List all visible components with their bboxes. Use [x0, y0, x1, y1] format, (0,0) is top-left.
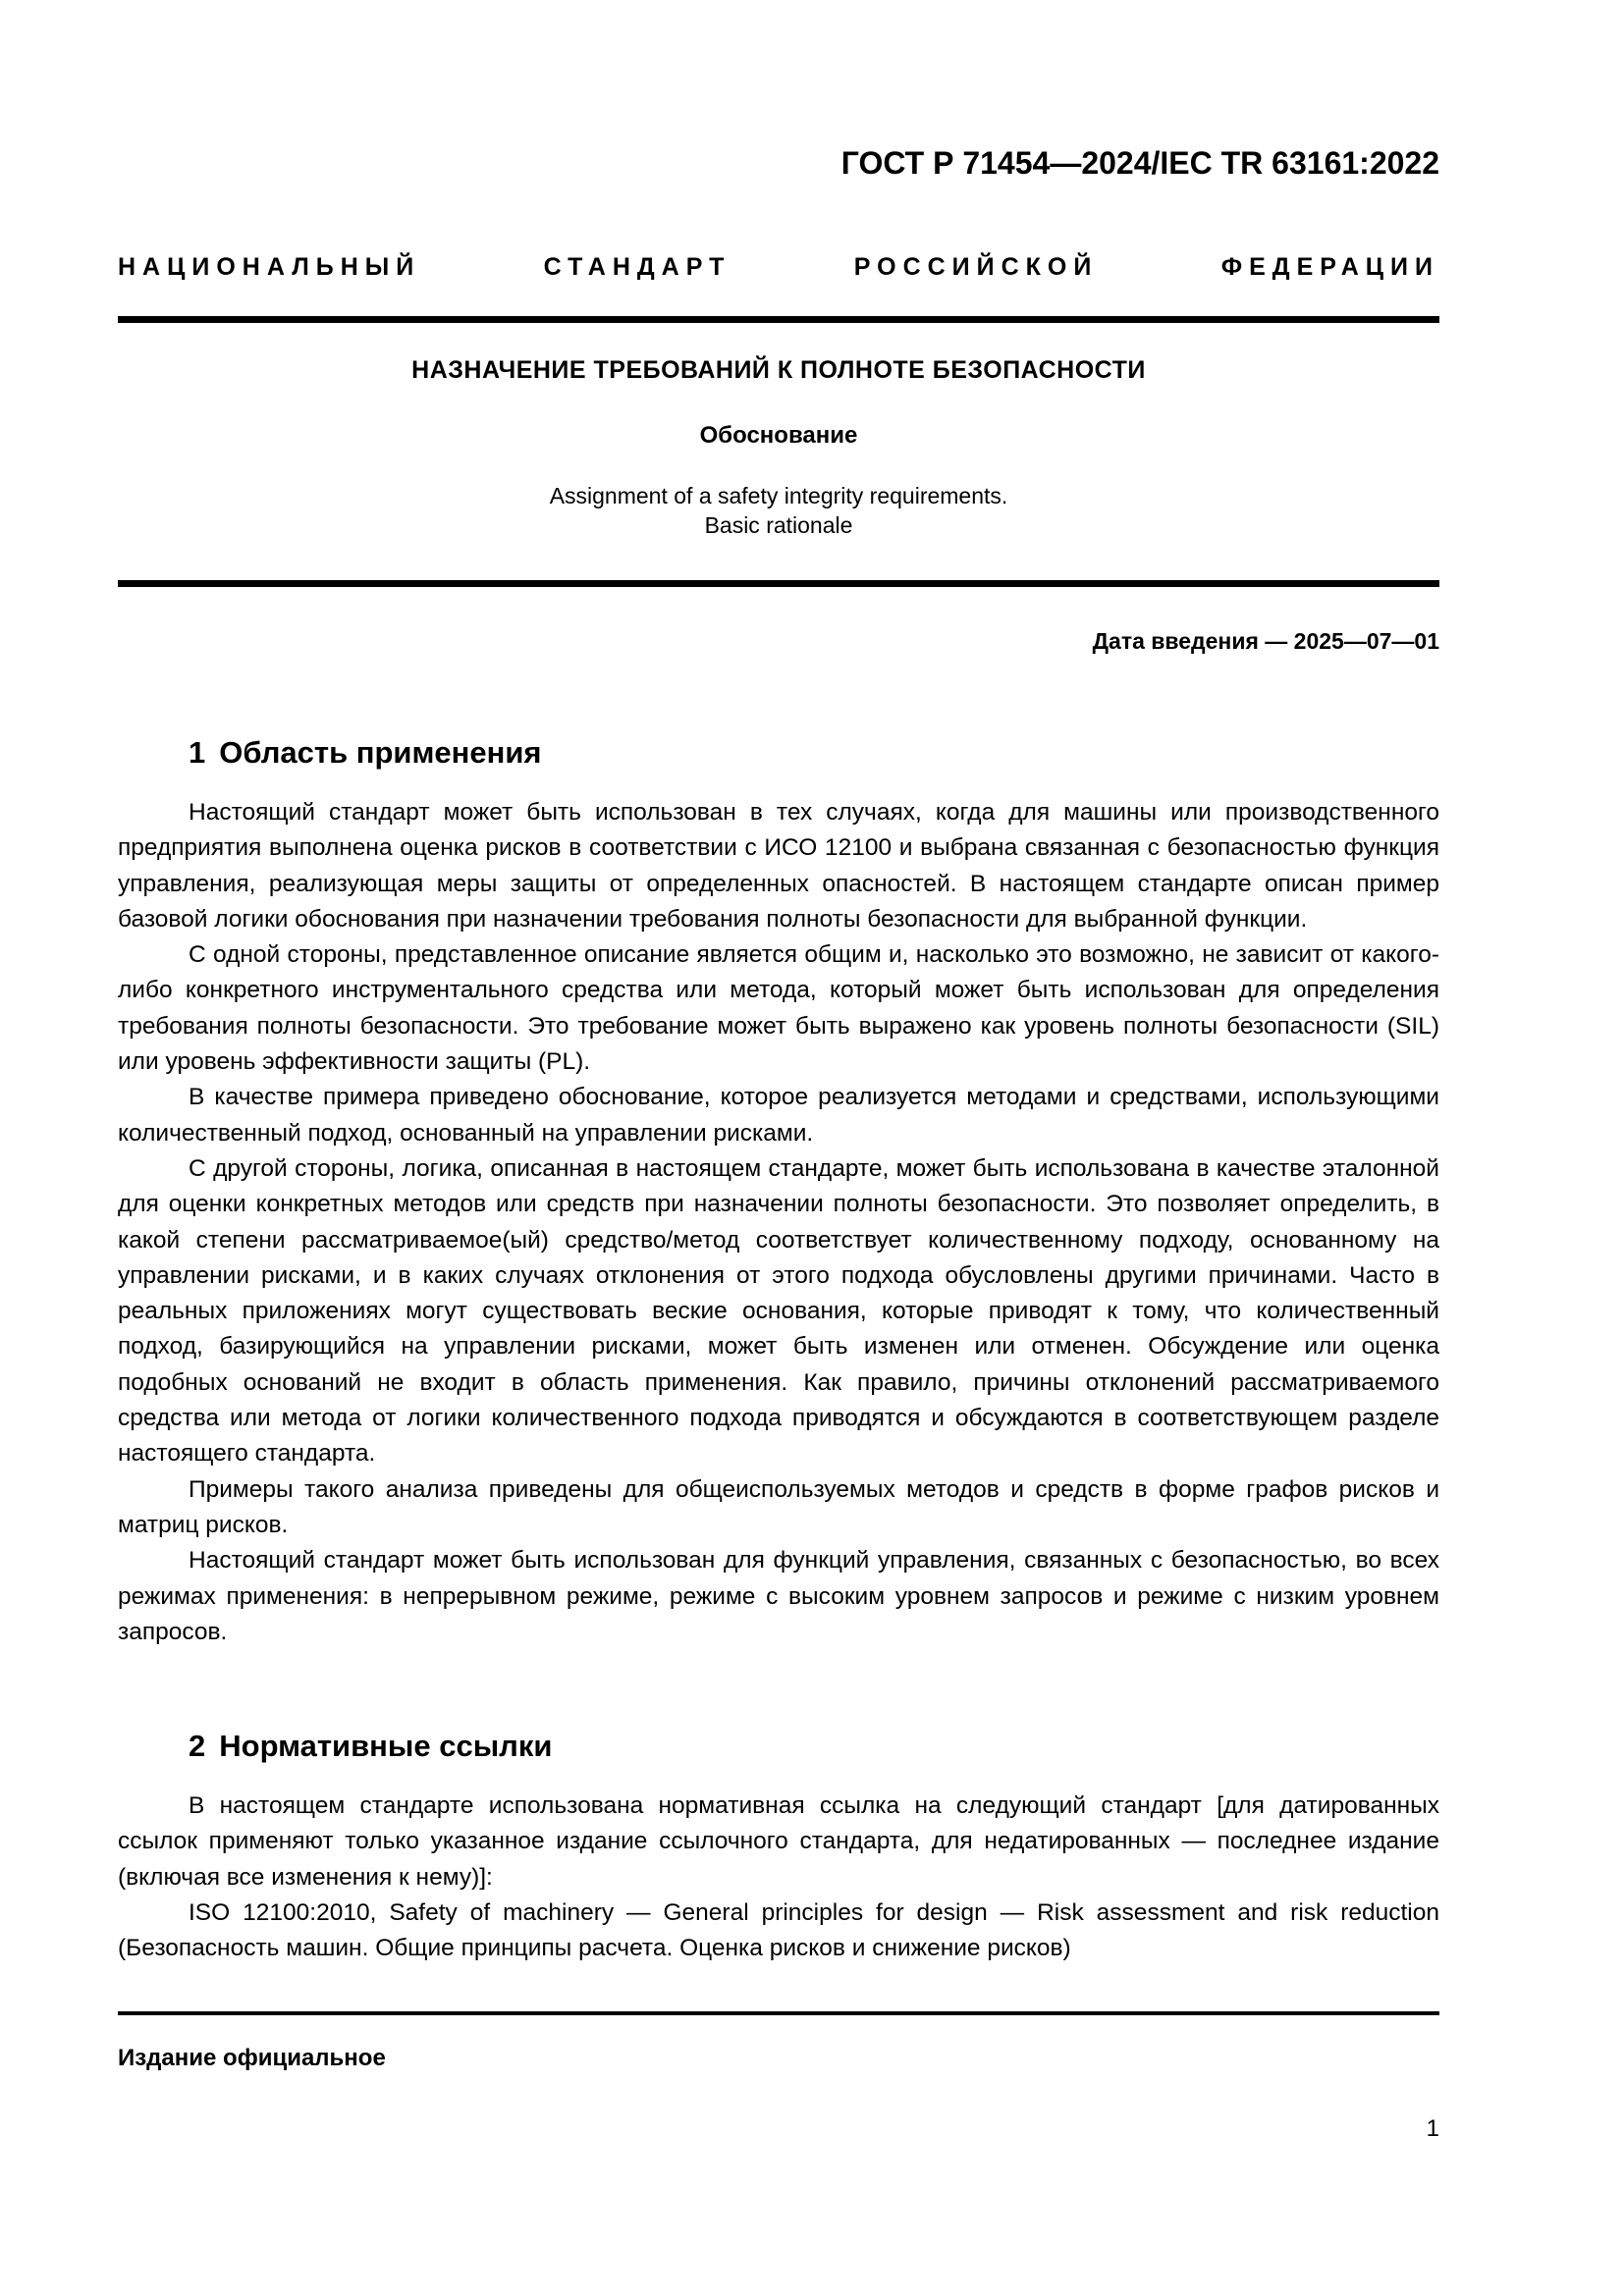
english-title-line-1: Assignment of a safety integrity requirements. [549, 483, 1008, 508]
date-of-introduction: Дата введения — 2025—07—01 [1092, 628, 1439, 654]
document-subtitle: Обоснование [699, 422, 858, 449]
paragraph: С одной стороны, представленное описание является общим и, насколько это возможно, не зависит от какого-либо конкретного инструментального средства или метода, который может быть использован для определения требования полноты безопасности. Это требование может быть выражено как уровень полноты безопасности (SIL) или уровень эффективности защиты (PL). [118, 941, 1439, 1076]
document-title: НАЗНАЧЕНИЕ ТРЕБОВАНИЙ К ПОЛНОТЕ БЕЗОПАСНОСТИ [411, 356, 1146, 384]
section-2-number: 2 [189, 1729, 206, 1763]
section-1-heading [189, 735, 542, 771]
national-standard-heading: НАЦИОНАЛЬНЫЙ СТАНДАРТ РОССИЙСКОЙ ФЕДЕРАЦИИ [118, 253, 1439, 281]
official-edition-label: Издание официальное [118, 2045, 386, 2071]
paragraph: С другой стороны, логика, описанная в настоящем стандарте, может быть использована в качестве эталонной для оценки конкретных методов или средств при назначении полноты безопасности. Это позволяет определить, в какой степени рассматриваемое(ый) средство/метод соответствует количественному подходу, основанному на управлении рисками, и в каких случаях отклонения от этого подхода обусловлены другими причинами. Часто в реальных приложениях могут существовать веские основания, которые приводят к тому, что количественный подход, базирующийся на управлении рисками, может быть изменен или отменен. Обсуждение или оценка подобных оснований не входит в область применения. Как правило, причины отклонений рассматриваемого средства или метода от логики количественного подхода приводятся и обсуждаются в соответствующем разделе настоящего стандарта. [118, 1154, 1439, 1468]
document-number: ГОСТ Р 71454—2024/IEC TR 63161:2022 [840, 145, 1439, 181]
english-title-line-2: Basic rationale [704, 512, 853, 538]
footer-rule [118, 2011, 1439, 2015]
page-number: 1 [1426, 2115, 1439, 2142]
paragraph: Настоящий стандарт может быть использован для функций управления, связанных с безопасностью, во всех режимах применения: в непрерывном режиме, режиме с высоким уровнем запросов и режиме с низким уровнем запросов. [118, 1547, 1439, 1645]
paragraph: Настоящий стандарт может быть использован в тех случаях, когда для машины или производственного предприятия выполнена оценка рисков в соответствии с ИСО 12100 и выбрана связанная с безопасностью функция управления, реализующая меры защиты от определенных опасностей. В настоящем стандарте описан пример базовой логики обоснования при назначении требования полноты безопасности для выбранной функции. [118, 799, 1439, 933]
section-1-title: Область применения [219, 735, 542, 770]
english-title [118, 481, 1439, 540]
section-2-title: Нормативные ссылки [219, 1729, 553, 1763]
section-2-heading [189, 1729, 552, 1764]
top-rule [118, 316, 1439, 323]
paragraph: ISO 12100:2010, Safety of machinery — General principles for design — Risk assessment and risk reduction (Безопасность машин. Общие принципы расчета. Оценка рисков и снижение рисков) [118, 1898, 1439, 1962]
section-1-number: 1 [189, 735, 206, 770]
section-1-body [118, 795, 1439, 1650]
paragraph: В качестве примера приведено обоснование, которое реализуется методами и средствами, использующими количественный подход, основанный на управлении рисками. [118, 1084, 1439, 1147]
section-2-body [118, 1789, 1439, 1966]
paragraph: В настоящем стандарте использована нормативная ссылка на следующий стандарт [для датированных ссылок применяют только указанное издание ссылочного стандарта, для недатированных — последнее издание (включая все изменения к нему)]: [118, 1792, 1439, 1891]
paragraph: Примеры такого анализа приведены для общеиспользуемых методов и средств в форме графов рисков и матриц рисков. [118, 1475, 1439, 1538]
title-bottom-rule [118, 580, 1439, 587]
document-page [118, 0, 1439, 2296]
